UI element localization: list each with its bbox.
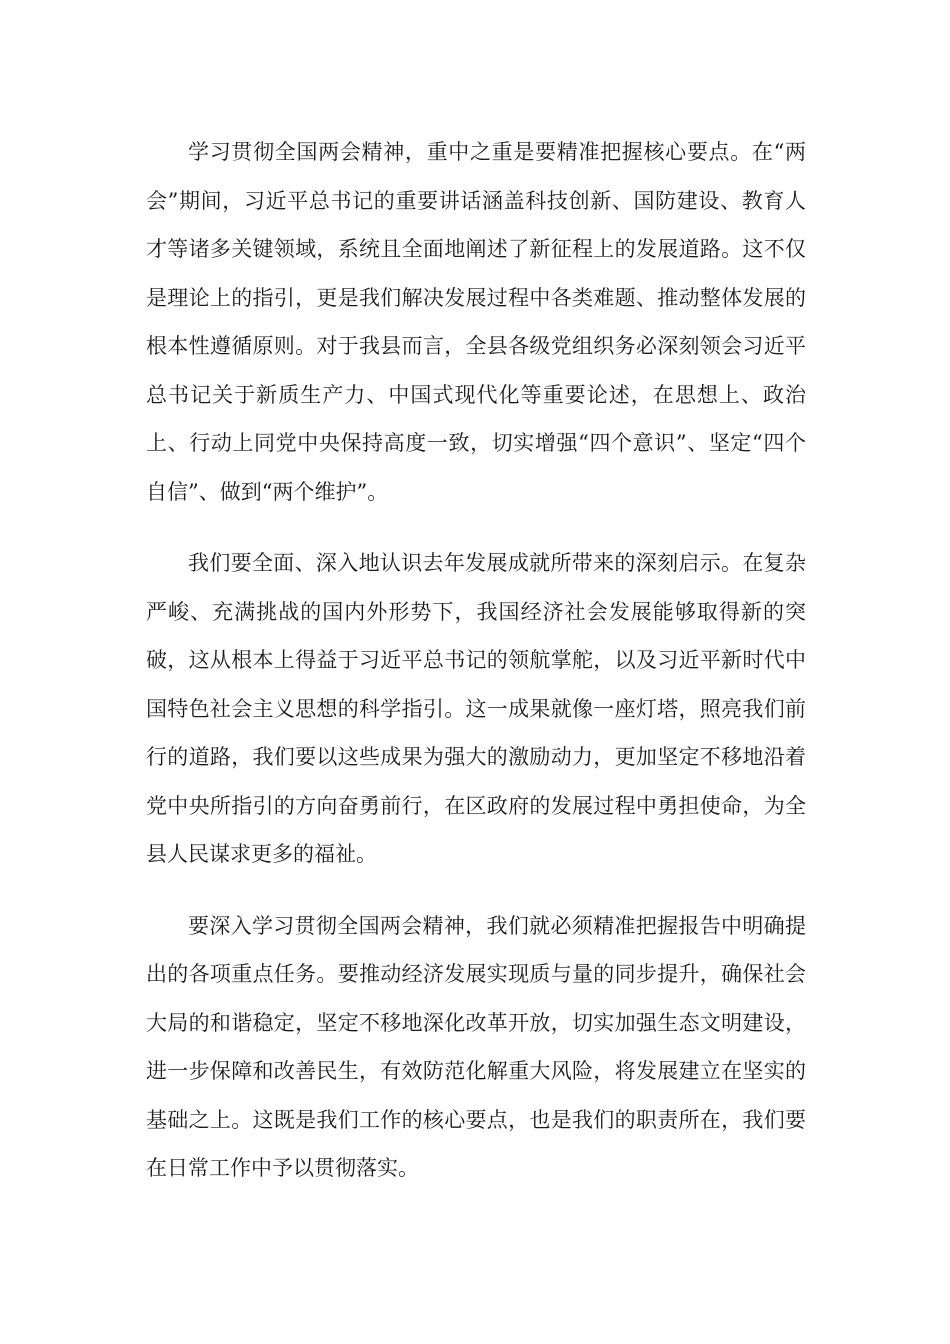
document-body (146, 128, 806, 1216)
paragraph-3: 要深入学习贯彻全国两会精神，我们就必须精准把握报告中明确提出的各项重点任务。要推动经济发展实现质与量的同步提升，确保社会大局的和谐稳定，坚定不移地深化改革开放，切实加强生态文明建设，进一步保障和改善民生，有效防范化解重大风险，将发展建立在坚实的基础之上。这既是我们工作的核心要点，也是我们的职责所在，我们要在日常工作中予以贯彻落实。 (146, 913, 806, 1180)
paragraph-2: 我们要全面、深入地认识去年发展成就所带来的深刻启示。在复杂严峻、充满挑战的国内外形势下，我国经济社会发展能够取得新的突破，这从根本上得益于习近平总书记的领航掌舵，以及习近平新时代中国特色社会主义思想的科学指引。这一成果就像一座灯塔，照亮我们前行的道路，我们要以这些成果为强大的激励动力，更加坚定不移地沿着党中央所指引的方向奋勇前行，在区政府的发展过程中勇担使命，为全县人民谋求更多的福祉。 (146, 551, 806, 866)
paragraph-1: 学习贯彻全国两会精神，重中之重是要精准把握核心要点。在“两会”期间，习近平总书记的重要讲话涵盖科技创新、国防建设、教育人才等诸多关键领域，系统且全面地阐述了新征程上的发展道路。这不仅是理论上的指引，更是我们解决发展过程中各类难题、推动整体发展的根本性遵循原则。对于我县而言，全县各级党组织务必深刻领会习近平总书记关于新质生产力、中国式现代化等重要论述，在思想上、政治上、行动上同党中央保持高度一致，切实增强“四个意识”、坚定“四个自信”、做到“两个维护”。 (146, 140, 806, 504)
